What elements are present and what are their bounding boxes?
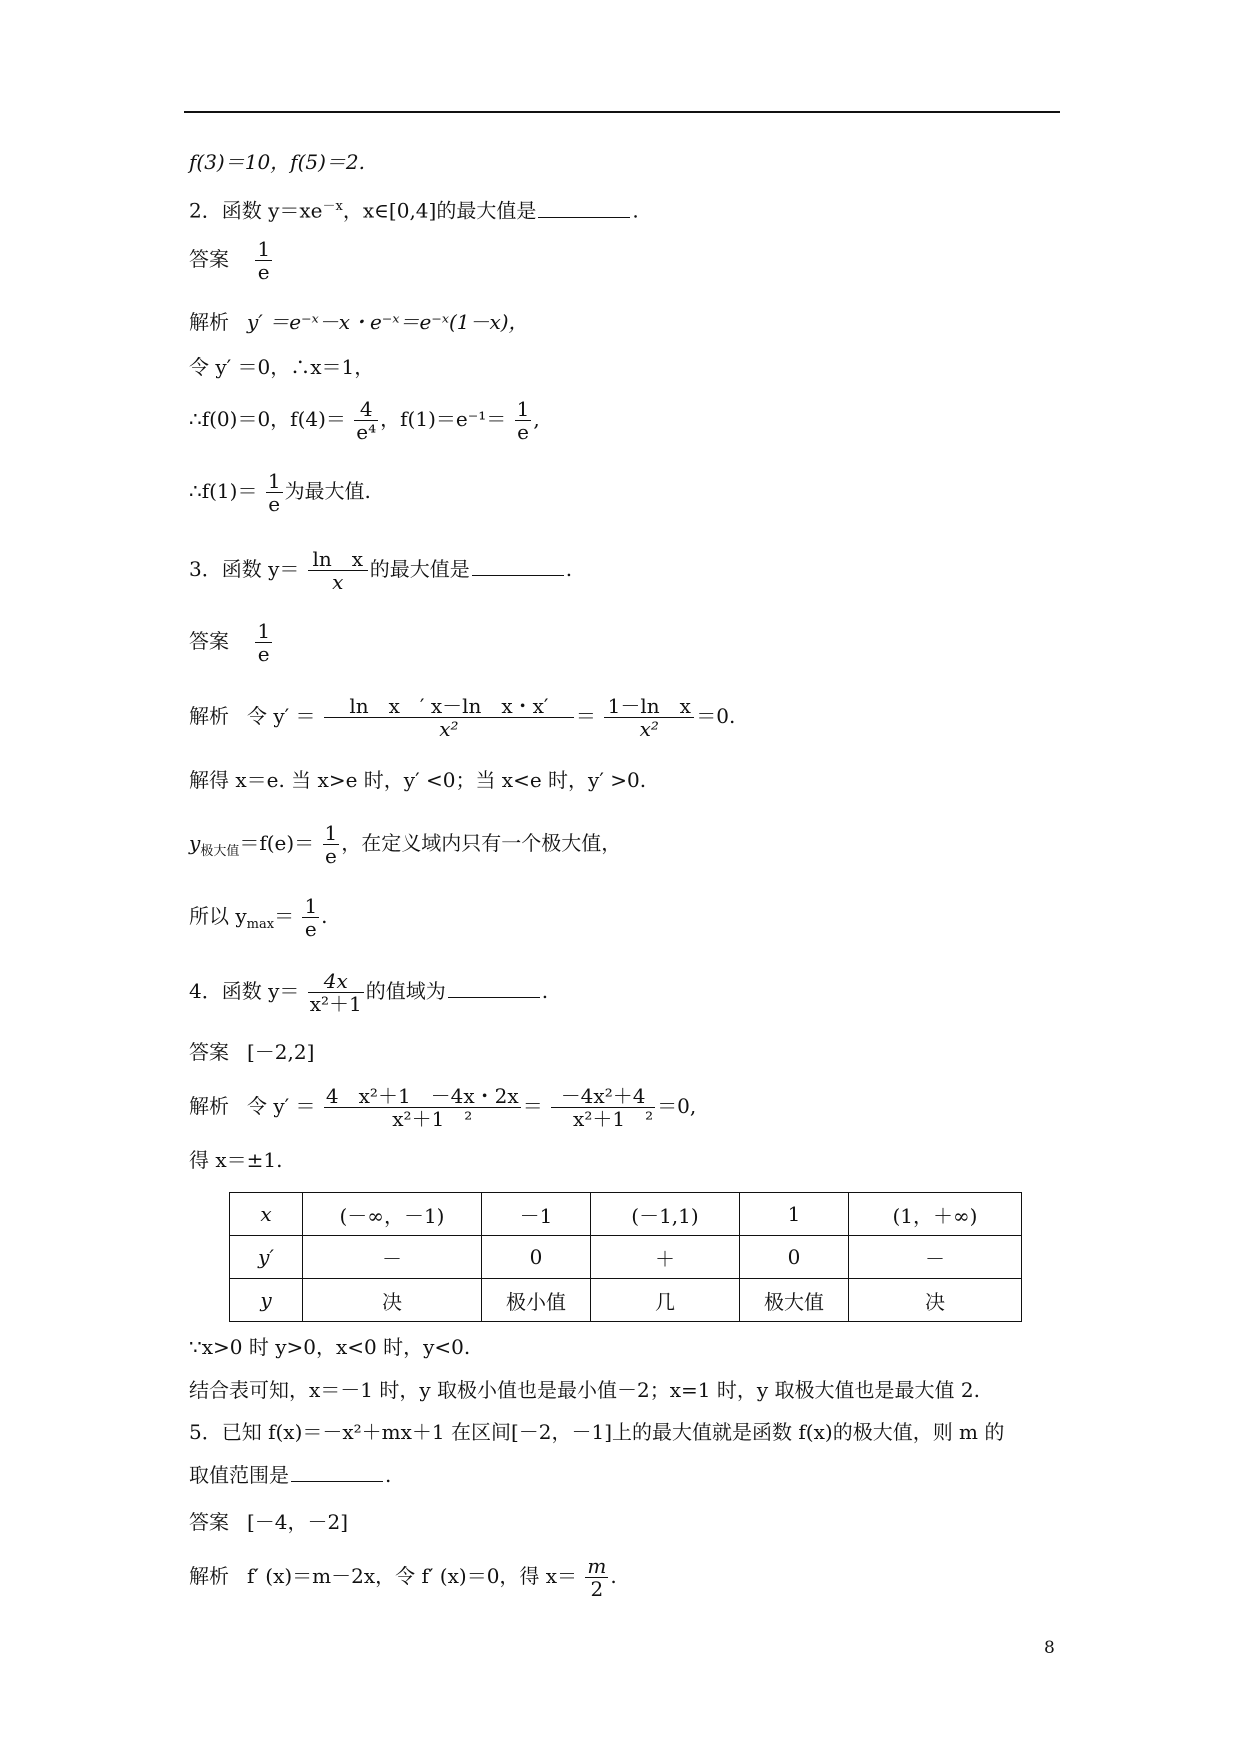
solution-4-line-4: 结合表可知，x＝－1 时，y 取极小值也是最小值－2；x=1 时，y 取极大值也是最大值 2. [189, 1378, 980, 1402]
sign-table [229, 1192, 1022, 1322]
question-4: 4．函数 y＝ $\frac{4x}{\text{x²＋1}}$ 的值域为 . [189, 969, 549, 1016]
solution-5-line-1: 解析 f′ (x)＝m－2x，令 f′ (x)＝0，得 x＝ $\frac{m}{2}$ . [189, 1554, 617, 1601]
answer-blank [448, 979, 540, 998]
answer-blank [291, 1463, 383, 1482]
solution-3-line-1: 解析 令 y′ ＝ $\frac{\text{ln x ′ x－ln x・x′}}{\text{x²}}$ ＝ $\frac{\text{1－ln x}}{\text{x²}}$ ＝0. [189, 694, 736, 741]
answer-3: 答案 $\frac{1}{e}$ [189, 619, 271, 666]
solution-3-line-2: 解得 x＝e. 当 x>e 时，y′ <0；当 x<e 时，y′ >0. [189, 768, 647, 792]
question-5-line-1: 5．已知 f(x)＝－x²＋mx＋1 在区间[－2，－1]上的最大值就是函数 f(x)的极大值，则 m 的 [189, 1420, 1005, 1444]
page-number: 8 [1044, 1638, 1055, 1658]
text-line: f(3)＝10，f(5)＝2. [189, 150, 365, 174]
solution-4-line-1: 解析 令 y′ ＝ $\frac{\text{4 x²＋1 －4x・2x}}{\text{x²＋1 ²}}$ ＝ $\frac{\text{－4x²＋4}}{\text{x²＋1 ²}}$ ＝0, [189, 1084, 697, 1131]
question-2: 2．函数 $y=xe^{-x}$，x∈[0,4]的最大值是 . [189, 198, 639, 223]
answer-2: 答案 $\frac{1}{e}$ [189, 237, 271, 284]
answer-blank [472, 557, 564, 576]
table-row: y′ － 0 ＋ 0 － [230, 1236, 1022, 1279]
header-rule [184, 111, 1060, 113]
solution-4-line-3: ∵x>0 时 y>0，x<0 时，y<0. [189, 1335, 471, 1359]
solution-4-line-2: 得 x＝±1. [189, 1148, 283, 1172]
solution-3-line-3: $y_{极大值}=f(e)=$ $\frac{1}{e}$ ，在定义域内只有一个极大值， [189, 821, 622, 868]
answer-4: 答案 [－2,2] [189, 1040, 315, 1064]
question-5-line-2: 取值范围是 . [189, 1463, 392, 1487]
solution-2-line-2: 令 y′ ＝0，∴x＝1， [189, 355, 375, 379]
solution-3-line-4: 所以 $y_{max}=$ $\frac{1}{e}$ . [189, 894, 328, 941]
solution-2-line-4: ∴f(1)＝ $\frac{1}{e}$ 为最大值. [189, 469, 371, 516]
answer-blank [538, 199, 630, 218]
table-row: x (－∞，－1) －1 (－1,1) 1 (1，＋∞) [230, 1193, 1022, 1236]
solution-2-line-1: 解析 y′ ＝e⁻ˣ－x・e⁻ˣ＝e⁻ˣ(1－x)， [189, 310, 529, 334]
question-3: 3．函数 y＝ $\frac{\text{ln x}}{x}$ 的最大值是 . [189, 547, 573, 594]
answer-5: 答案 [－4，－2] [189, 1510, 349, 1534]
table-row: y 决 极小值 几 极大值 决 [230, 1279, 1022, 1322]
solution-2-line-3: ∴f(0)＝0，f(4)＝ $\frac{4}{\text{e⁴}}$ ，f(1)＝e⁻¹＝ $\frac{1}{e}$ , [189, 397, 540, 444]
